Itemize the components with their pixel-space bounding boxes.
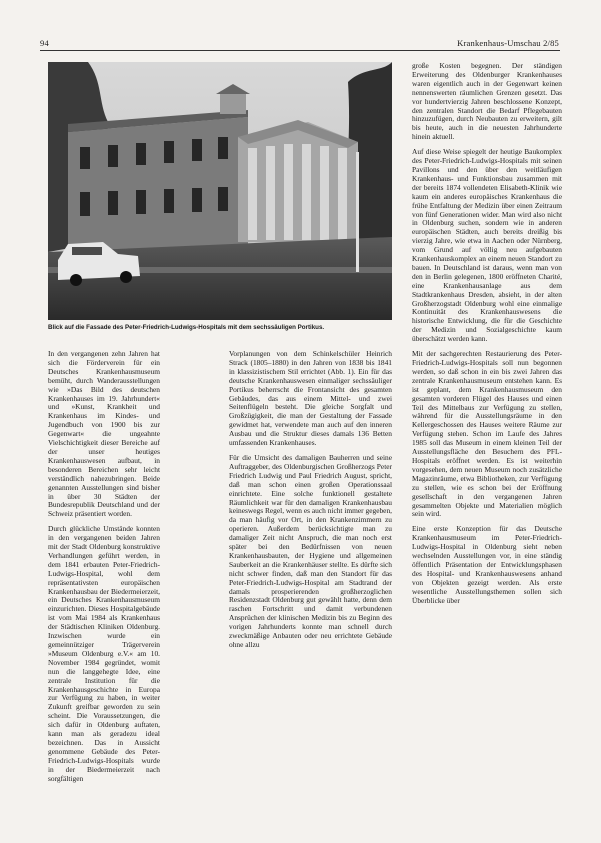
- paragraph: Auf diese Weise spiegelt der heutige Baukomplex des Peter-Friedrich-Ludwigs-Hospitals mit seinen Pavillons und den über den weitläufigen Krankenhaus- und Funktionsbau zusammen mit der bereits 1874 vollendeten Elisabeth-Klinik wie kaum ein anderes europäisches Krankenhaus die frühe Entfaltung der Medizin über einen Zeitraum von fünf Generationen wider. Man wird also nicht in Oldenburg suchen, sondern wie in anderen europäischen Städten, auch bereits dreißig bis vierzig Jahre, wie etwa in Aachen oder Nürnberg, vom Grund auf völlig neu aufgebauten Krankenhauskomplex an einem neuen Standort zu bauen. In Deutschland ist daraus, wenn man von den in Berlin gelegenen, 1800 eröffneten Charité, eine Krankenhausanlage aus dem Stadtkrankenhaus Dresden, absieht, in der alten Großherzogstadt Oldenburg wohl eine einmalige Kontinuität des Krankenhauswesens die historische Entwicklung, die für die Geschichte der Medizin und Sozialgeschichte kaum überschätzt werden kann.: [412, 147, 562, 344]
- page-number: 94: [40, 38, 49, 48]
- text-column-middle: [229, 350, 392, 656]
- paragraph: Eine erste Konzeption für das Deutsche Krankenhausmuseum im Peter-Friedrich-Ludwigs-Hospital in Oldenburg sieht neben wechselnden Ausstellungen vor, in eine ständig öffentlich Präsentation der Entwicklungsphasen des Hospital- und Krankenhauswesens anhand von Objekten gezeigt werden. Als erste wesentliche Ausstellungsthemen sollen sich Überblicke über: [412, 524, 562, 605]
- paragraph: In den vergangenen zehn Jahren hat sich die Förderverein für ein Deutsches Krankenhausmuseum bemüht, durch Wanderausstellungen wie »Das Bild des deutschen Krankenhauses im 19. Jahrhundert« und »Kunst, Krankheit und Krankenhaus im Kindes- und Jugendbuch von 1900 bis zur Gegenwart« die ungeahnte Vielschichtigkeit dieser Bereiche auf der unser heutiges Krankenhauswesen aufbaut, in besonderen Bereichen sehr leicht verständlich nahezubringen. Beide genannten Ausstellungen sind bisher in über 30 Städten der Bundesrepublik Deutschland und der Schweiz präsentiert worden.: [48, 349, 160, 519]
- paragraph: Mit der sachgerechten Restaurierung des Peter-Friedrich-Ludwigs-Hospitals soll nun begonnen werden, so daß schon in ein bis zwei Jahren das zentrale Krankenhausmuseum entstehen kann. Es ist geplant, dem Krankenhausmuseum den gesamten vorderen Flügel des Hauses und einen Teil des Mittelbaus zur Verfügung zu stellen, während für die Ausstellungsräume in den Kellergeschossen des Hauses weitere Räume zur Verfügung stehen. Schon im Laufe des Jahres 1985 soll das Museum in einem kleinen Teil der Ausstellungsfläche den Besuchern des PFL-Hospitals eröffnet werden. Es ist weiterhin vorgesehen, dem neuen Museum noch zusätzliche Magazinräume, etwa Bibliotheken, zur Verfügung zu stellen, wie es schon bei der Eröffnung gesellschaft in den vergangenen Jahren gesammelten Objekte und Materialien möglich sein wird.: [412, 349, 562, 519]
- hospital-photo: [48, 62, 392, 320]
- paragraph: große Kosten begegnen. Der ständigen Erweiterung des Oldenburger Krankenhauses waren eigentlich auch in der Gegenwart keinen nennenswerten räumlichen Grenzen gesetzt. Das vor hundertvierzig Jahren beschlossene Konzept, den zentralen Standort die Bedarf Pflegebauten hinzuzufügen, durch Neubauten zu erweitern, gilt bis heute, auch in die neuesten Jahrhunderte hinein aktuell.: [412, 61, 562, 142]
- text-column-right: [412, 62, 562, 611]
- paragraph: Durch glückliche Umstände konnten in den vergangenen beiden Jahren mit der Stadt Oldenburg konstruktive Verhandlungen geführt werden, in dem 1841 erbauten Peter-Friedrich-Ludwigs-Hospital, wohl dem repräsentativsten europäischen Krankenhausbau der Biedermeierzeit, ein Deutsches Krankenhausmuseum einzurichten. Dieses Hospitalgebäude ist vom Mai 1984 als Krankenhaus der Städtischen Kliniken Oldenburg. Inzwischen wurde ein gemeinnütziger Trägerverein »Museum Oldenburg e.V.« am 10. November 1984 gegründet, womit nun die langgehegte Idee, eine zentrale Institution für die Krankenhausgeschichte in Europa zur Verfügung zu haben, in weiter Zukunft greifbar geworden zu sein scheint. Die Voraussetzungen, die sich dafür in Oldenburg auftaten, kann man als geradezu ideal bezeichnen. Das in Aussicht genommene Gebäude des Peter-Friedrich-Ludwigs-Hospitals wurde in der Biedermeierzeit nach sorgfältigen: [48, 524, 160, 783]
- paragraph: Für die Umsicht des damaligen Bauherren und seine Auftraggeber, des Oldenburgischen Großherzogs Peter Friedrich Ludwig und Paul Friedrich August, spricht, daß man schon einen großen Operationssaal einrichtete. Eine solche funktionell gestaltete Räumlichkeit war für den damaligen Krankenhausbau keineswegs Regel, wenn es auch nicht immer gegeben, da man häufig vor Ort, in den Krankenzimmern zu operieren. Außerdem berücksichtigte man zu damaliger Zeit nicht Anspruch, die man noch erst später bei den Bedürfnissen von neuen Krankenhausbauten, der Hygiene und allgemeinen Sauberkeit an die Krankenhäuser stellte. Es dürfte sich nicht schwer finden, daß man den Standort für das Peter-Friedrich-Ludwigs-Hospital am Stadtrand der damals prosperierenden großherzoglichen Residenzstadt Oldenburg gut gewählt hatte, denn dem raschen Fortschritt und damit verbundenen Ansprüchen der klinischen Medizin bis zu Beginn des vorigen Jahrhunderts konnte man schnell durch zweckmäßige Anbauten oder neu errichtete Gebäude ohne allzu: [229, 452, 392, 649]
- text-column-left: [48, 350, 160, 790]
- figure-caption: Blick auf die Fassade des Peter-Friedrich-Ludwigs-Hospitals mit dem sechssäuligen Portikus.: [48, 324, 325, 331]
- header-rule: [40, 50, 560, 51]
- running-title: Krankenhaus-Umschau 2/85: [457, 38, 559, 48]
- paragraph: Vorplanungen von dem Schinkelschüler Heinrich Strack (1805–1880) in den Jahren von 1838 bis 1841 in klassizistischem Stil errichtet (Abb. 1). Ein für das deutsche Krankenhauswesen einmaliger sechssäuliger Portikus beherrscht die Frontansicht des gesamten Gebäudes, das aus einem Mittel- und zwei Seitenflügeln besteht. Die gleiche Sorgfalt und Großzügigkeit, die man der Gestaltung der Fassade gewidmet hat, verwendete man auch auf den inneren Ausbau und die Struktur dieses damals 136 Betten umfassenden Krankenhauses.: [229, 349, 392, 448]
